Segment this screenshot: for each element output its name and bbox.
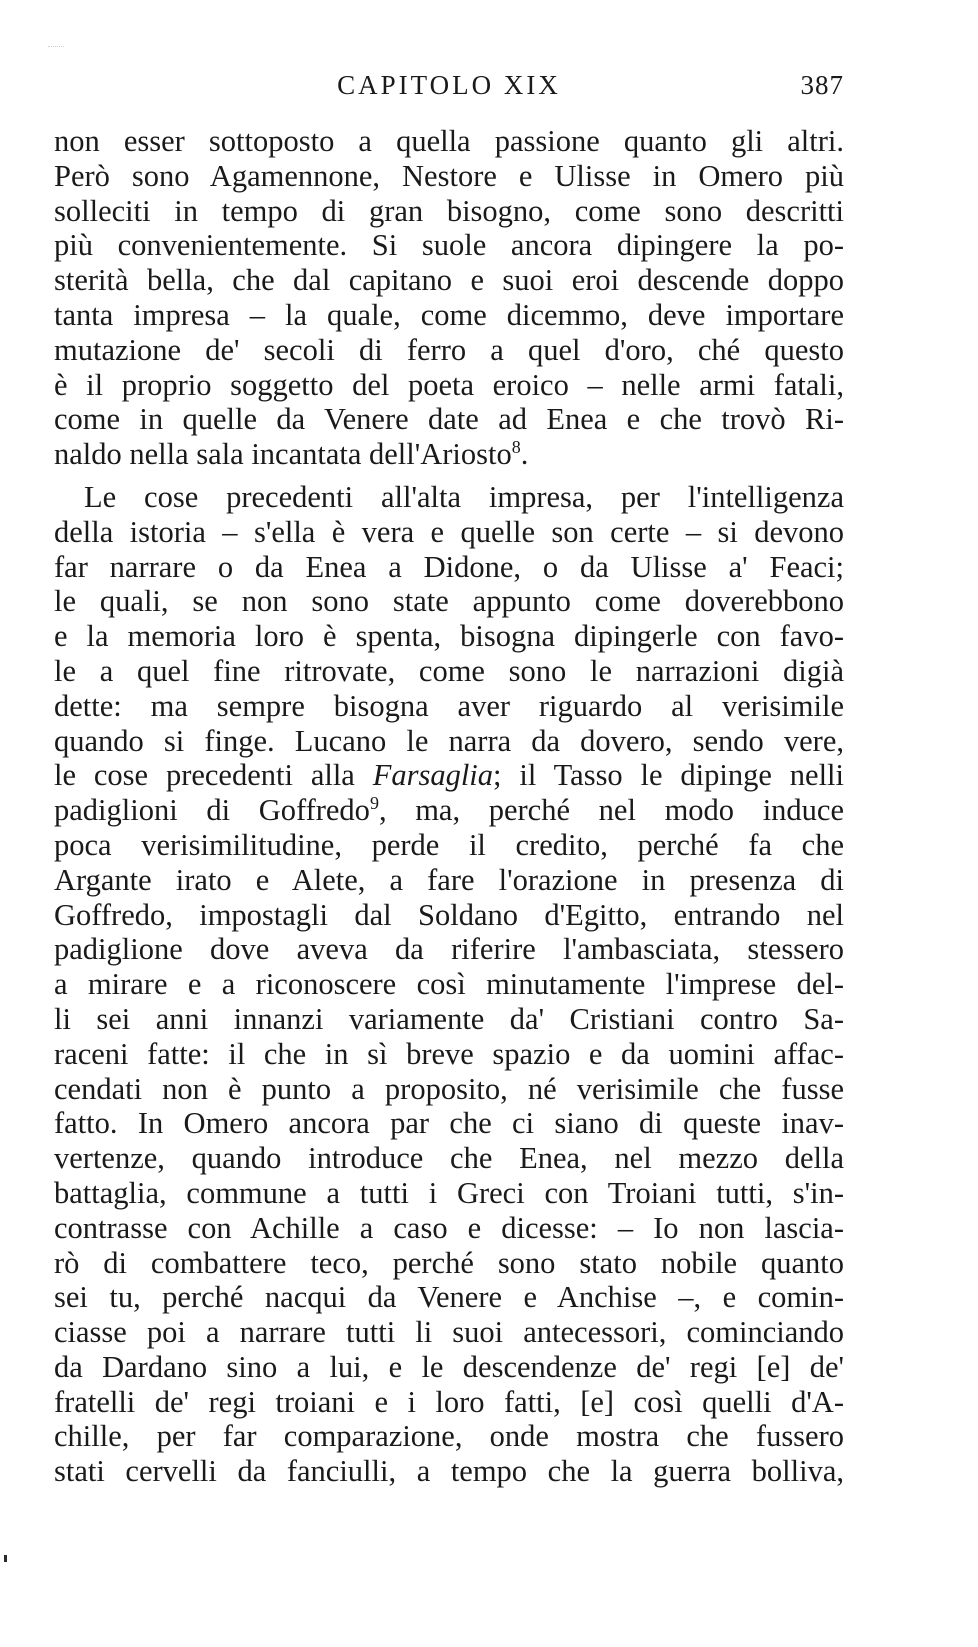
text-line: fratelli de' regi troiani e i loro fatti, [e] così quelli d'A‑	[54, 1384, 844, 1419]
text-line: sterità bella, che dal capitano e suoi eroi descende doppo	[54, 263, 844, 298]
text-line: Goffredo, impostagli dal Soldano d'Egitto, entrando nel	[54, 897, 844, 932]
body-text	[54, 124, 844, 1489]
text-line: solleciti in tempo di gran bisogno, come sono descritti	[54, 193, 844, 228]
text-line: sei tu, perché nacqui da Venere e Anchise –, e comin‑	[54, 1280, 844, 1315]
text-line: Argante irato e Alete, a fare l'orazione in presenza di	[54, 862, 844, 897]
page-header	[54, 70, 844, 110]
text-segment: padiglioni di Goffredo	[54, 793, 370, 828]
text-line: a mirare e a riconoscere così minutamente l'imprese del‑	[54, 967, 844, 1002]
text-line: far narrare o da Enea a Didone, o da Ulisse a' Feaci;	[54, 549, 844, 584]
text-line: fatto. In Omero ancora par che ci siano di queste inav‑	[54, 1106, 844, 1141]
text-line: Le cose precedenti all'alta impresa, per l'intelligenza	[84, 479, 844, 514]
text-line: contrasse con Achille a caso e dicesse: – Io non lascia‑	[54, 1210, 844, 1245]
paragraph-1	[54, 124, 844, 472]
text-segment: naldo nella sala incantata dell'Ariosto	[54, 437, 512, 472]
text-line: chille, per far comparazione, onde mostra che fussero	[54, 1419, 844, 1454]
text-line: li sei anni innanzi variamente da' Cristiani contro Sa‑	[54, 1001, 844, 1036]
text-line: cendati non è punto a proposito, né verisimile che fusse	[54, 1071, 844, 1106]
text-line: della istoria – s'ella è vera e quelle son certe – si devono	[54, 514, 844, 549]
text-line: da Dardano sino a lui, e le descendenze de' regi [e] de'	[54, 1349, 844, 1384]
text-line: stati cervelli da fanciulli, a tempo che la guerra bolliva,	[54, 1454, 844, 1489]
text-segment: ; il Tasso le dipinge nelli	[493, 758, 844, 793]
running-head: CAPITOLO XIX	[337, 70, 561, 100]
edge-mark	[4, 1555, 7, 1562]
text-line: Però sono Agamennone, Nestore e Ulisse in Omero più	[54, 158, 844, 193]
text-segment: le cose precedenti alla	[54, 758, 373, 793]
text-line: le a quel fine ritrovate, come sono le narrazioni digià	[54, 653, 844, 688]
text-line	[54, 758, 844, 793]
text-segment: , ma, perché nel modo induce	[378, 793, 844, 828]
text-line: vertenze, quando introduce che Enea, nel mezzo della	[54, 1141, 844, 1176]
page-number: 387	[800, 70, 844, 100]
text-line: non esser sottoposto a quella passione quanto gli altri.	[54, 124, 844, 158]
text-line: rò di combattere teco, perché sono stato nobile quanto	[54, 1245, 844, 1280]
text-line: più convenientemente. Si suole ancora dipingere la po‑	[54, 228, 844, 263]
text-line	[54, 437, 844, 472]
footnote-reference: 8	[511, 437, 521, 458]
text-line: quando si finge. Lucano le narra da dovero, sendo vere,	[54, 723, 844, 758]
footnote-reference: 9	[369, 792, 379, 813]
text-line: è il proprio soggetto del poeta eroico – nelle armi fatali,	[54, 367, 844, 402]
text-line: e la memoria loro è spenta, bisogna dipingerle con favo‑	[54, 619, 844, 654]
text-line: come in quelle da Venere date ad Enea e che trovò Ri‑	[54, 402, 844, 437]
text-line: raceni fatte: il che in sì breve spazio e da uomini affac‑	[54, 1036, 844, 1071]
text-line: ciasse poi a narrare tutti li suoi antecessori, cominciando	[54, 1315, 844, 1350]
text-line: mutazione de' secoli di ferro a quel d'oro, ché questo	[54, 332, 844, 367]
text-line: dette: ma sempre bisogna aver riguardo al verisimile	[54, 688, 844, 723]
text-line: tanta impresa – la quale, come dicemmo, deve importare	[54, 297, 844, 332]
text-line: battaglia, commune a tutti i Greci con Troiani tutti, s'in‑	[54, 1175, 844, 1210]
text-line: le quali, se non sono state appunto come doverebbono	[54, 584, 844, 619]
text-line: poca verisimilitudine, perde il credito, perché fa che	[54, 827, 844, 862]
paragraph-2	[54, 480, 844, 1489]
text-line	[54, 793, 844, 828]
italic-title: Farsaglia	[372, 758, 494, 793]
margin-smudge	[48, 46, 64, 53]
text-line: padiglione dove aveva da riferire l'ambasciata, stessero	[54, 932, 844, 967]
text-segment: .	[520, 437, 529, 472]
